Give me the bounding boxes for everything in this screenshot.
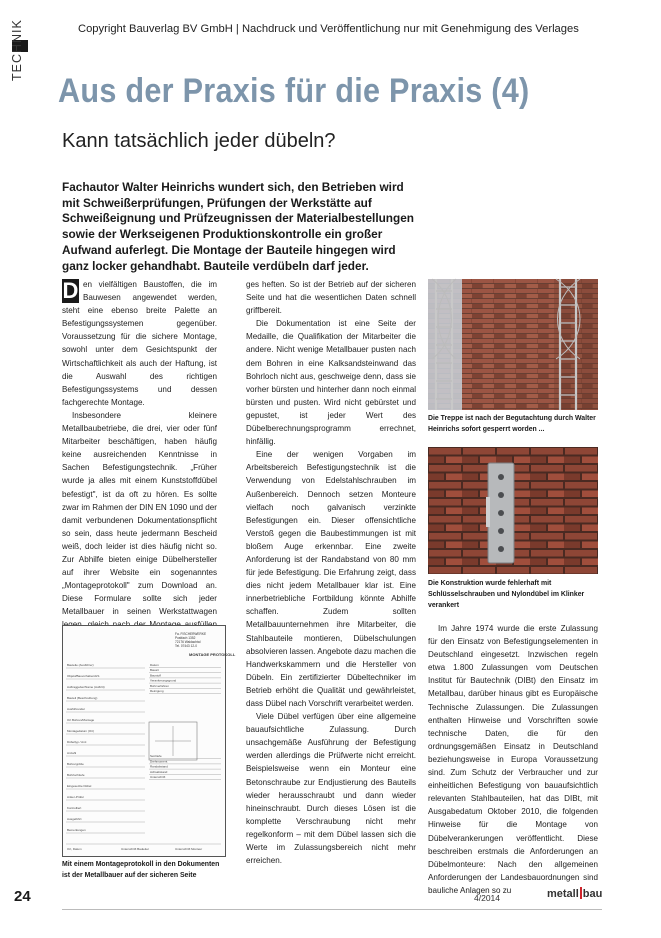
form-heading-1: Fa. FISCHERWERKE (175, 632, 207, 636)
section-label: TECHNIK (10, 19, 24, 81)
photo-ladder-brick-wall (428, 279, 598, 410)
drop-cap: D (62, 278, 79, 303)
paragraph: Viele Dübel verfügen über eine allgemeine bauaufsichtliche Zulassung. Durch unsachgemäße Ausführung der Befestigung werden allerdings die Prüfwerte nicht erreicht. Beispielsweise wenn ein Monteur eine Betonschraube zur Endjustierung des Bauteils wieder herausschraubt und dann wieder hineinschraubt. Durch dieses Lösen ist die komplette Verschraubung nicht mehr regelkonform – mit dem Dübel lassen sich die Werte im Zulassungsbereich nicht mehr erreichen. (246, 712, 416, 866)
form-left-label: Ausführender (67, 707, 86, 711)
paragraph: Die Dokumentation ist eine Seite der Medaille, die Qualifikation der Mitarbeiter die andere. Nicht wenige Metallbauer pusten nach dem Bohren in eine Kalksandsteinwand das Bohrloch nicht aus, geschweige denn, dass sie vorher bürsten und hinterher dann noch einmal bürsten und pusten. Wird nicht gebürstet und gepustet, ist jeder Wert des Dübelberechnungsprogramm errechnet, hinfällig. (246, 319, 416, 447)
paragraph: Insbesondere kleinere Metallbaubetriebe, die drei, vier oder fünf Mitarbeiter beschäftigen, haben häufig keine ausreichenden Kenntnisse in Sachen Befestigungstechnik. „Früher wurde ja alles mit einem Kunststoffdübel befestigt", ist da oft zu hören. Es sollte zwar im Rahmen der DIN EN 1090 und der damit verbundenen Dokumentationspflicht so sein, dass heute jedermann Bescheid weiß, doch leider ist dies häufig nicht so. Zur Abhilfe bieten einige Dübelhersteller auf ihrer Website ein sogenanntes „Montageprotokoll" zum Download an. Diese Formulare sollte sich jeder Metallbauer in seinen Werkstattwagen (62, 410, 217, 617)
photo-2-caption: Die Konstruktion wurde fehlerhaft mit Schlüsselschrauben und Nylondübel im Klinker verankert (428, 580, 585, 609)
form-right-label: Setztiefe (150, 754, 162, 759)
logo-text-right: bau (582, 888, 603, 900)
form-heading-3: 72176 Waldachtal (175, 640, 201, 644)
form-left-label: Bohrergröße (67, 762, 84, 766)
article-title: Aus der Praxis für die Praxis (4) (58, 72, 530, 110)
form-left-label: Bauteil (Beschreibung) (67, 696, 98, 700)
form-right-label: Bohrverfahren (150, 683, 170, 688)
form-title: MONTAGE PROTOKOLL (189, 652, 236, 657)
body-column-1 (62, 278, 217, 645)
form-right-label: Bauart (150, 668, 159, 673)
form-right-label: Reinigung (150, 689, 164, 693)
form-right-label: Achsabstand (150, 769, 168, 774)
form-left-label: Eingesetzte Dübel (67, 784, 92, 788)
form-left-label: Montagedatum (Ort) (67, 729, 95, 733)
body-column-2 (246, 278, 416, 867)
metallbau-logo (547, 887, 602, 900)
form-right-label: Drehmoment (150, 759, 168, 764)
form-right-label: Unterschrift (150, 775, 166, 779)
form-left-label: Bauteile (Ausführer) (67, 663, 94, 667)
form-left-label: Dübeltyp / Anz. (67, 740, 88, 744)
paragraph: ges heften. So ist der Betrieb auf der sicheren Seite und hat die wesentlichen Daten schnell griffbereit. (246, 280, 416, 316)
photo-1-caption: Die Treppe ist nach der Begutachtung durch Walter Heinrichs sofort gesperrt worden ... (428, 415, 596, 433)
form-footer-1: Ort, Datum (67, 847, 82, 851)
form-left-label: Anzahl (67, 751, 77, 755)
body-column-3 (428, 622, 598, 897)
photo-bracket-clinker (428, 447, 598, 574)
paragraph-text: en vielfältigen Baustoffen, die im Bauwesen angewendet werden, steht eine ebenso breite Palette an Befestigungssystemen gegenüber. Voraussetzung für die sichere Montage, sowohl unter dem Gesichtspunkt der Wirtschaftlichkeit als auch der Haftung, ist die Auswahl des richtigen Befestigungssystems und dessen fachgerechte Montage. (62, 280, 217, 407)
form-left-label: Kontrolliert (67, 806, 82, 810)
form-heading-2: Postfach 1352 (175, 636, 196, 640)
issue-number: 4/2014 (474, 893, 500, 903)
paragraph: Im Jahre 1974 wurde die erste Zulassung für den Einsatz von Befestigungselementen in Deutschland eingesetzt. Inzwischen regeln etwa 1.800 Zulassungen vom Deutschen Institut für Bautechnik (DIBt) den Einsatz im Metallbau, darüber hinaus gibt es Europäische Technische Zulassungen. Die Zulassungen enthalten Hinweise und Vorschriften sowie technische Daten, die für den ordnungsgemäßen Einsatz in Deutschland beziehungsweise in Europa Voraussetzung sind. Zum Schutz der Verbraucher und zur einheitlichen Befestigung von bauaufsichtlich relevanten Stahlbauteilen, hat das DIBt, mit Ausgabedatum Oktober 2010, die folgenden Hinweise für die Montage von Dübelverankerungen veröffentlicht. Diese beschreiben erstmals die Anforderungen an Dübelmonteure: Nach den allgemeinen Anforderungen der Landesbauordnungen sind bauliche Anlagen so zu (428, 624, 598, 895)
form-left-label: Auftraggeber/Name (Auftritt) (67, 685, 105, 689)
form-left-label: Anker-Prüfer (67, 795, 85, 799)
form-right-label: Baustoff (150, 673, 161, 678)
article-subtitle: Kann tatsächlich jeder dübeln? (62, 130, 336, 152)
form-left-label: Ausgeführt (67, 817, 82, 821)
page-number: 24 (14, 888, 31, 905)
form-graphic (63, 626, 236, 856)
form-left-label: Bemerkungen (67, 828, 86, 832)
form-footer-3: Unterschrift Monteur (175, 847, 203, 851)
form-right-label: Verankerungsgrund (150, 678, 177, 683)
montageprotokoll-image (62, 625, 236, 857)
form-caption: Mit einem Montageprotokoll in den Dokumenten ist der Metallbauer auf der sicheren Seite (62, 861, 220, 879)
paragraph (62, 278, 217, 409)
form-left-label: Bohrlochtiefe (67, 773, 85, 777)
form-right-label: Randabstand (150, 764, 168, 769)
logo-bar (580, 887, 582, 899)
lead-paragraph: Fachautor Walter Heinrichs wundert sich, den Betrieben wird mit Schweißerprüfungen, Prüfungen der Werkstätte auf Schweißeignung und Prüfzeugnissen der Materialbestellungen sowie der Werkseigenen Produktionskontrolle ein großer Aufwand auferlegt. Die Montage der Bauteile hingegen wird ganz locker gehandhabt. Bauteile verdübeln darf jeder. (62, 180, 414, 273)
form-footer-2: Unterschrift Bauleiter (121, 847, 150, 851)
form-left-label: Objekt/Bauvorhaben/HS (67, 674, 100, 678)
form-heading-4: Tel. 07443 12-0 (175, 644, 197, 648)
logo-text-left: metall (547, 888, 579, 900)
footer-rule (62, 909, 602, 910)
form-left-label: Ort Bohren/Montage (67, 718, 95, 722)
form-right-label: Datum (150, 663, 159, 667)
paragraph: Eine der wenigen Vorgaben im Arbeitsbereich Befestigungstechnik ist die Verwendung von Edelstahlschrauben im Außenbereich. Dennoch setzen Monteure vielfach noch galvanisch verzinkte Befestigungen ein. Dieser offensichtliche Verstoß gegen die Baubestimmungen ist mit bloßem Auge erkennbar. Eine zweite Anforderung ist der Randabstand von 80 mm für jede Befestigung. Die Erfahrung zeigt, dass dies nicht jedem Metallbauer klar ist. Eine innerbetriebliche Fortbildung könnte Abhilfe schaffen. Zudem sollten Metallbauunternehmen ihre Mitarbeiter, die Stahlbauteile montieren, Dübelschulungen absolvieren lassen. Angebote dazu machen die Handwerkskammern und die Hersteller von Dübeln. Ein zertifizierter Dübeltechniker im Betrieb erhöht die Qualität und gewährleistet, dass Dübel nach Vorschrift verarbeitet werden. (246, 450, 416, 708)
copyright-line: Copyright Bauverlag BV GmbH | Nachdruck und Veröffentlichung nur mit Genehmigung des Verlages (78, 23, 579, 35)
